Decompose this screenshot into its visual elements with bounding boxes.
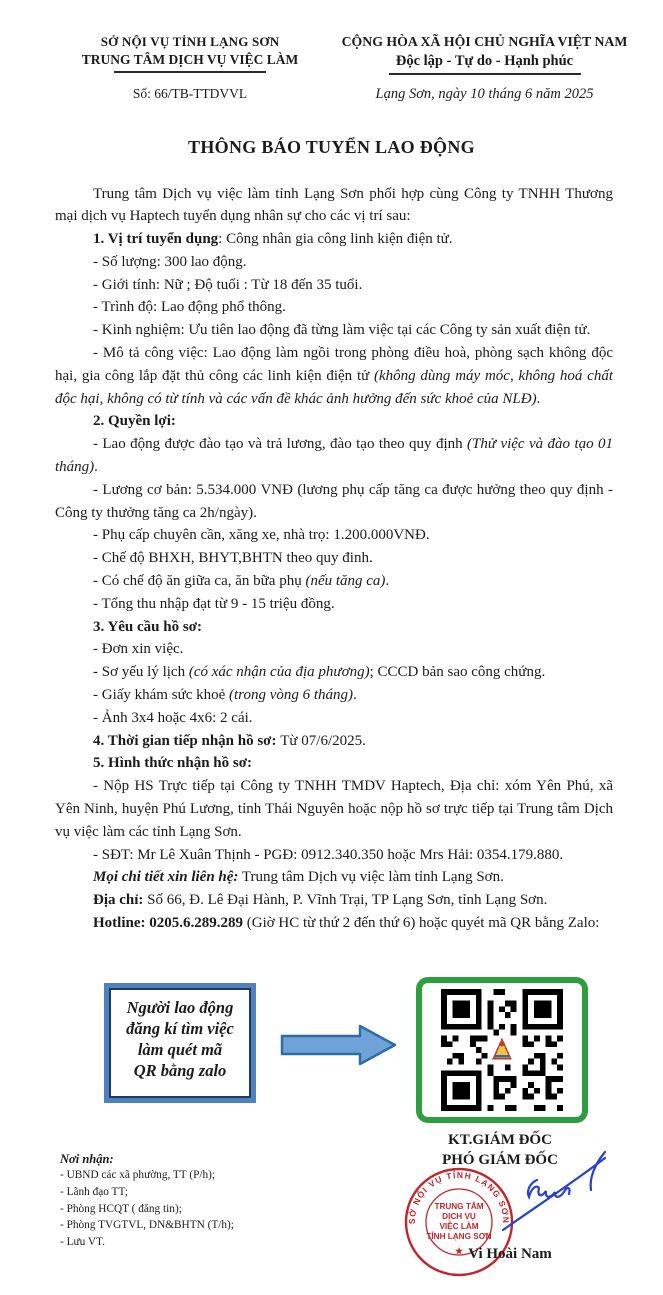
text-run: - Giấy khám sức khoẻ [93, 687, 230, 704]
paragraph [55, 775, 613, 843]
document-footer [0, 1128, 663, 1295]
paragraph [55, 593, 613, 616]
paragraph [55, 547, 613, 570]
recipients-title: Nơi nhận: [60, 1152, 114, 1166]
text-run: - Lương cơ bản: 5.534.000 VNĐ (lương phụ cấp tăng ca được hưởng theo quy định - Công ty thưởng tăng ca 2h/ngày). [55, 481, 613, 521]
national-title: CỘNG HÒA XÃ HỘI CHỦ NGHĨA VIỆT NAM [341, 34, 628, 49]
qr-instruction-line: làm quét mã [137, 1040, 223, 1059]
qr-code [416, 977, 588, 1123]
qr-instruction-line: QR bằng zalo [133, 1061, 227, 1080]
paragraph [55, 570, 613, 593]
org-name: TRUNG TÂM DỊCH VỤ VIỆC LÀM [81, 52, 299, 67]
stamp-ring-text: SỞ NỘI VỤ TỈNH LẠNG SƠN [406, 1169, 512, 1225]
paragraph [55, 183, 613, 229]
qr-instruction-box [104, 983, 256, 1103]
paragraph [55, 752, 613, 775]
paragraph [55, 319, 613, 342]
national-motto-block [334, 34, 635, 103]
recipients-block [60, 1152, 234, 1251]
text-run: Từ 07/6/2025. [280, 732, 366, 749]
text-run: (nếu tăng ca) [305, 573, 386, 590]
text-run: - Phụ cấp chuyên cần, xăng xe, nhà trọ: 1.200.000VNĐ. [93, 527, 430, 544]
header-rule [114, 71, 266, 73]
signature-block [375, 1130, 625, 1262]
paragraph [55, 479, 613, 525]
text-run: - Kinh nghiệm: Ưu tiên lao động đã từng làm việc tại các Công ty sản xuất điện tử. [93, 322, 591, 339]
recipient-item: - UBND các xã phường, TT (P/h); [60, 1169, 216, 1181]
text-run: (Giờ HC từ thứ 2 đến thứ 6) hoặc quyét mã QR bằng Zalo: [243, 915, 600, 931]
paragraph [55, 251, 613, 274]
paragraph [55, 661, 613, 684]
paragraph [55, 707, 613, 730]
stamp-star: ★ [454, 1246, 464, 1256]
paragraph [55, 342, 613, 410]
text-run: : Công nhân gia công linh kiện điện tử. [218, 231, 453, 248]
text-run: - Nộp HS Trực tiếp tại Công ty TNHH TMDV Haptech, Địa chỉ: xóm Yên Phú, xã Yên Ninh, huyện Phú Lương, tỉnh Thái Nguyên hoặc nộp hồ sơ trực tiếp tại Trung tâm Dịch vụ việc làm các tỉnh Lạng Sơn. [55, 778, 613, 840]
stamp-center-line: DỊCH VỤ [442, 1212, 476, 1221]
qr-instruction-line: đăng kí tìm việc [126, 1019, 234, 1038]
handwritten-signature [493, 1144, 633, 1236]
place-date: Lạng Sơn, ngày 10 tháng 6 năm 2025 [375, 85, 594, 102]
recipient-item: - Lưu VT. [60, 1236, 105, 1249]
paragraph [55, 638, 613, 661]
recipient-item: - Lãnh đạo TT; [60, 1185, 128, 1198]
text-run: Mọi chi tiết xin liên hệ: [93, 869, 239, 886]
text-run: . [536, 390, 541, 407]
text-run: - Đơn xin việc. [93, 641, 184, 658]
paragraph [55, 616, 613, 639]
paragraph [55, 274, 613, 297]
text-run: Hotline: 0205.6.289.289 [93, 915, 243, 931]
signer-role: PHÓ GIÁM ĐỐC [442, 1152, 558, 1168]
text-run: 5. Hình thức nhận hồ sơ: [93, 755, 253, 772]
signer-role-acting: KT.GIÁM ĐỐC [448, 1132, 552, 1148]
text-run: (Thử việc và đào tạo 01 tháng) [55, 436, 614, 476]
national-motto: Độc lập - Tự do - Hạnh phúc [395, 53, 574, 69]
text-run: - Giới tính: Nữ ; Độ tuổi : Từ 18 đến 35 tuổi. [93, 276, 363, 293]
paragraph [55, 912, 613, 935]
page-title: THÔNG BÁO TUYỂN LAO ĐỘNG [188, 136, 475, 157]
qr-instruction-text [109, 988, 251, 1098]
stamp-center-line: TỈNH LẠNG SƠN [426, 1232, 492, 1241]
text-run: (trong vòng 6 tháng) [229, 687, 354, 704]
document-body [55, 183, 613, 935]
issuing-org-block [46, 34, 334, 103]
text-run: - Chế độ BHXH, BHYT,BHTN theo quy đinh. [93, 550, 373, 567]
text-run: . [353, 687, 357, 704]
paragraph [55, 889, 613, 912]
recipient-item: - Phòng TVGTVL, DN&BHTN (T/h); [60, 1219, 234, 1232]
paragraph [55, 730, 613, 753]
header-rule [389, 73, 581, 75]
text-run: (có xác nhận của địa phương) [188, 664, 370, 681]
text-run: . [94, 459, 98, 476]
qr-instruction-line: Người lao động [126, 998, 234, 1017]
text-run: . [385, 573, 390, 590]
document-number: Số: 66/TB-TTDVVL [132, 85, 248, 101]
stamp-center-line: VIỆC LÀM [439, 1222, 479, 1231]
text-run: - SĐT: Mr Lê Xuân Thịnh - PGĐ: 0912.340.350 hoặc Mrs Hải: 0354.179.880. [93, 846, 564, 863]
text-run: Trung tâm Dịch vụ việc làm tỉnh Lạng Sơn phối hợp cùng Công ty TNHH Thương mại dịch vụ Haptech tuyển dụng nhân sự cho các vị trí sau: [55, 185, 613, 225]
text-run: - Trình độ: Lao động phổ thông. [93, 299, 286, 316]
paragraph [55, 844, 613, 867]
text-run: - Sơ yếu lý lịch [93, 664, 189, 681]
signer-name: Vi Hoài Nam [468, 1246, 552, 1262]
org-parent-name: SỞ NỘI VỤ TỈNH LẠNG SƠN [100, 34, 280, 49]
paragraph [55, 684, 613, 707]
text-run: - Có chế độ ăn giữa ca, ăn bữa phụ [93, 573, 306, 590]
paragraph [55, 524, 613, 547]
text-run: - Ảnh 3x4 hoặc 4x6: 2 cái. [93, 709, 253, 726]
document-header [0, 0, 663, 103]
qr-instruction-row [0, 975, 663, 1128]
recipient-item: - Phòng HCQT ( đăng tin); [60, 1202, 182, 1215]
text-run: 3. Yêu cầu hồ sơ: [93, 618, 203, 635]
text-run: 4. Thời gian tiếp nhận hồ sơ: [93, 732, 281, 749]
text-run: Địa chỉ: [93, 892, 144, 909]
text-run: - Lao động được đào tạo và trả lương, đào tạo theo quy định [93, 436, 468, 453]
stamp-center-line: TRUNG TÂM [434, 1202, 484, 1211]
paragraph [55, 433, 613, 479]
text-run: ; CCCD bản sao công chứng. [369, 664, 546, 681]
paragraph [55, 296, 613, 319]
text-run: - Mô tả công việc: Lao động làm ngồi trong phòng điều hoà, phòng sạch không độc hại, gia công lắp đặt thủ công các linh kiện điện tử [55, 345, 613, 384]
text-run: 1. Vị trí tuyển dụng [93, 231, 219, 248]
text-run: Số 66, Đ. Lê Đại Hành, P. Vĩnh Trại, TP Lạng Sơn, tỉnh Lạng Sơn. [143, 892, 548, 909]
text-run: 2. Quyền lợi: [93, 413, 176, 430]
text-run: Trung tâm Dịch vụ việc làm tỉnh Lạng Sơn. [238, 869, 504, 886]
right-arrow-icon [280, 1023, 398, 1067]
text-run: - Tổng thu nhập đạt từ 9 - 15 triệu đồng. [93, 595, 335, 612]
text-run: - Số lượng: 300 lao động. [93, 253, 247, 270]
paragraph [55, 410, 613, 433]
paragraph [55, 866, 613, 889]
paragraph [55, 228, 613, 251]
text-run: (không dùng máy móc, không hoá chất độc hại, không có từ tính và các vấn đề khác ảnh hưởng đến sức khoẻ của NLĐ) [55, 367, 613, 407]
